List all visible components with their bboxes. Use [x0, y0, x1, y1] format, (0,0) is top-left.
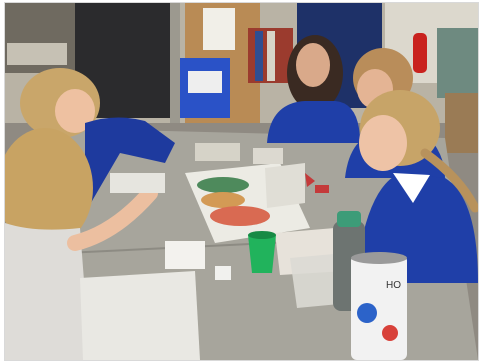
bottle-cap: [337, 211, 361, 227]
game-green-section: [197, 177, 249, 193]
classroom-photo: [5, 3, 478, 360]
small-cards: [165, 241, 205, 269]
game-orange-section: [201, 192, 245, 208]
photo-scene: [5, 3, 478, 360]
wooden-cupboard: [445, 93, 478, 153]
paper-sheet-front: [80, 271, 200, 360]
card-pile-left: [110, 173, 165, 193]
blonde-girl-face: [359, 115, 407, 171]
desk-items: [7, 43, 67, 65]
green-cup: [248, 235, 276, 273]
game-red-section: [210, 206, 270, 226]
window-plants: [437, 28, 478, 98]
paper-card: [265, 163, 305, 208]
wall-notice: [203, 8, 235, 50]
fire-extinguisher: [413, 33, 427, 73]
bottle-text: HO: [386, 280, 401, 291]
wall-edge: [170, 3, 180, 123]
girl-face: [296, 43, 330, 87]
